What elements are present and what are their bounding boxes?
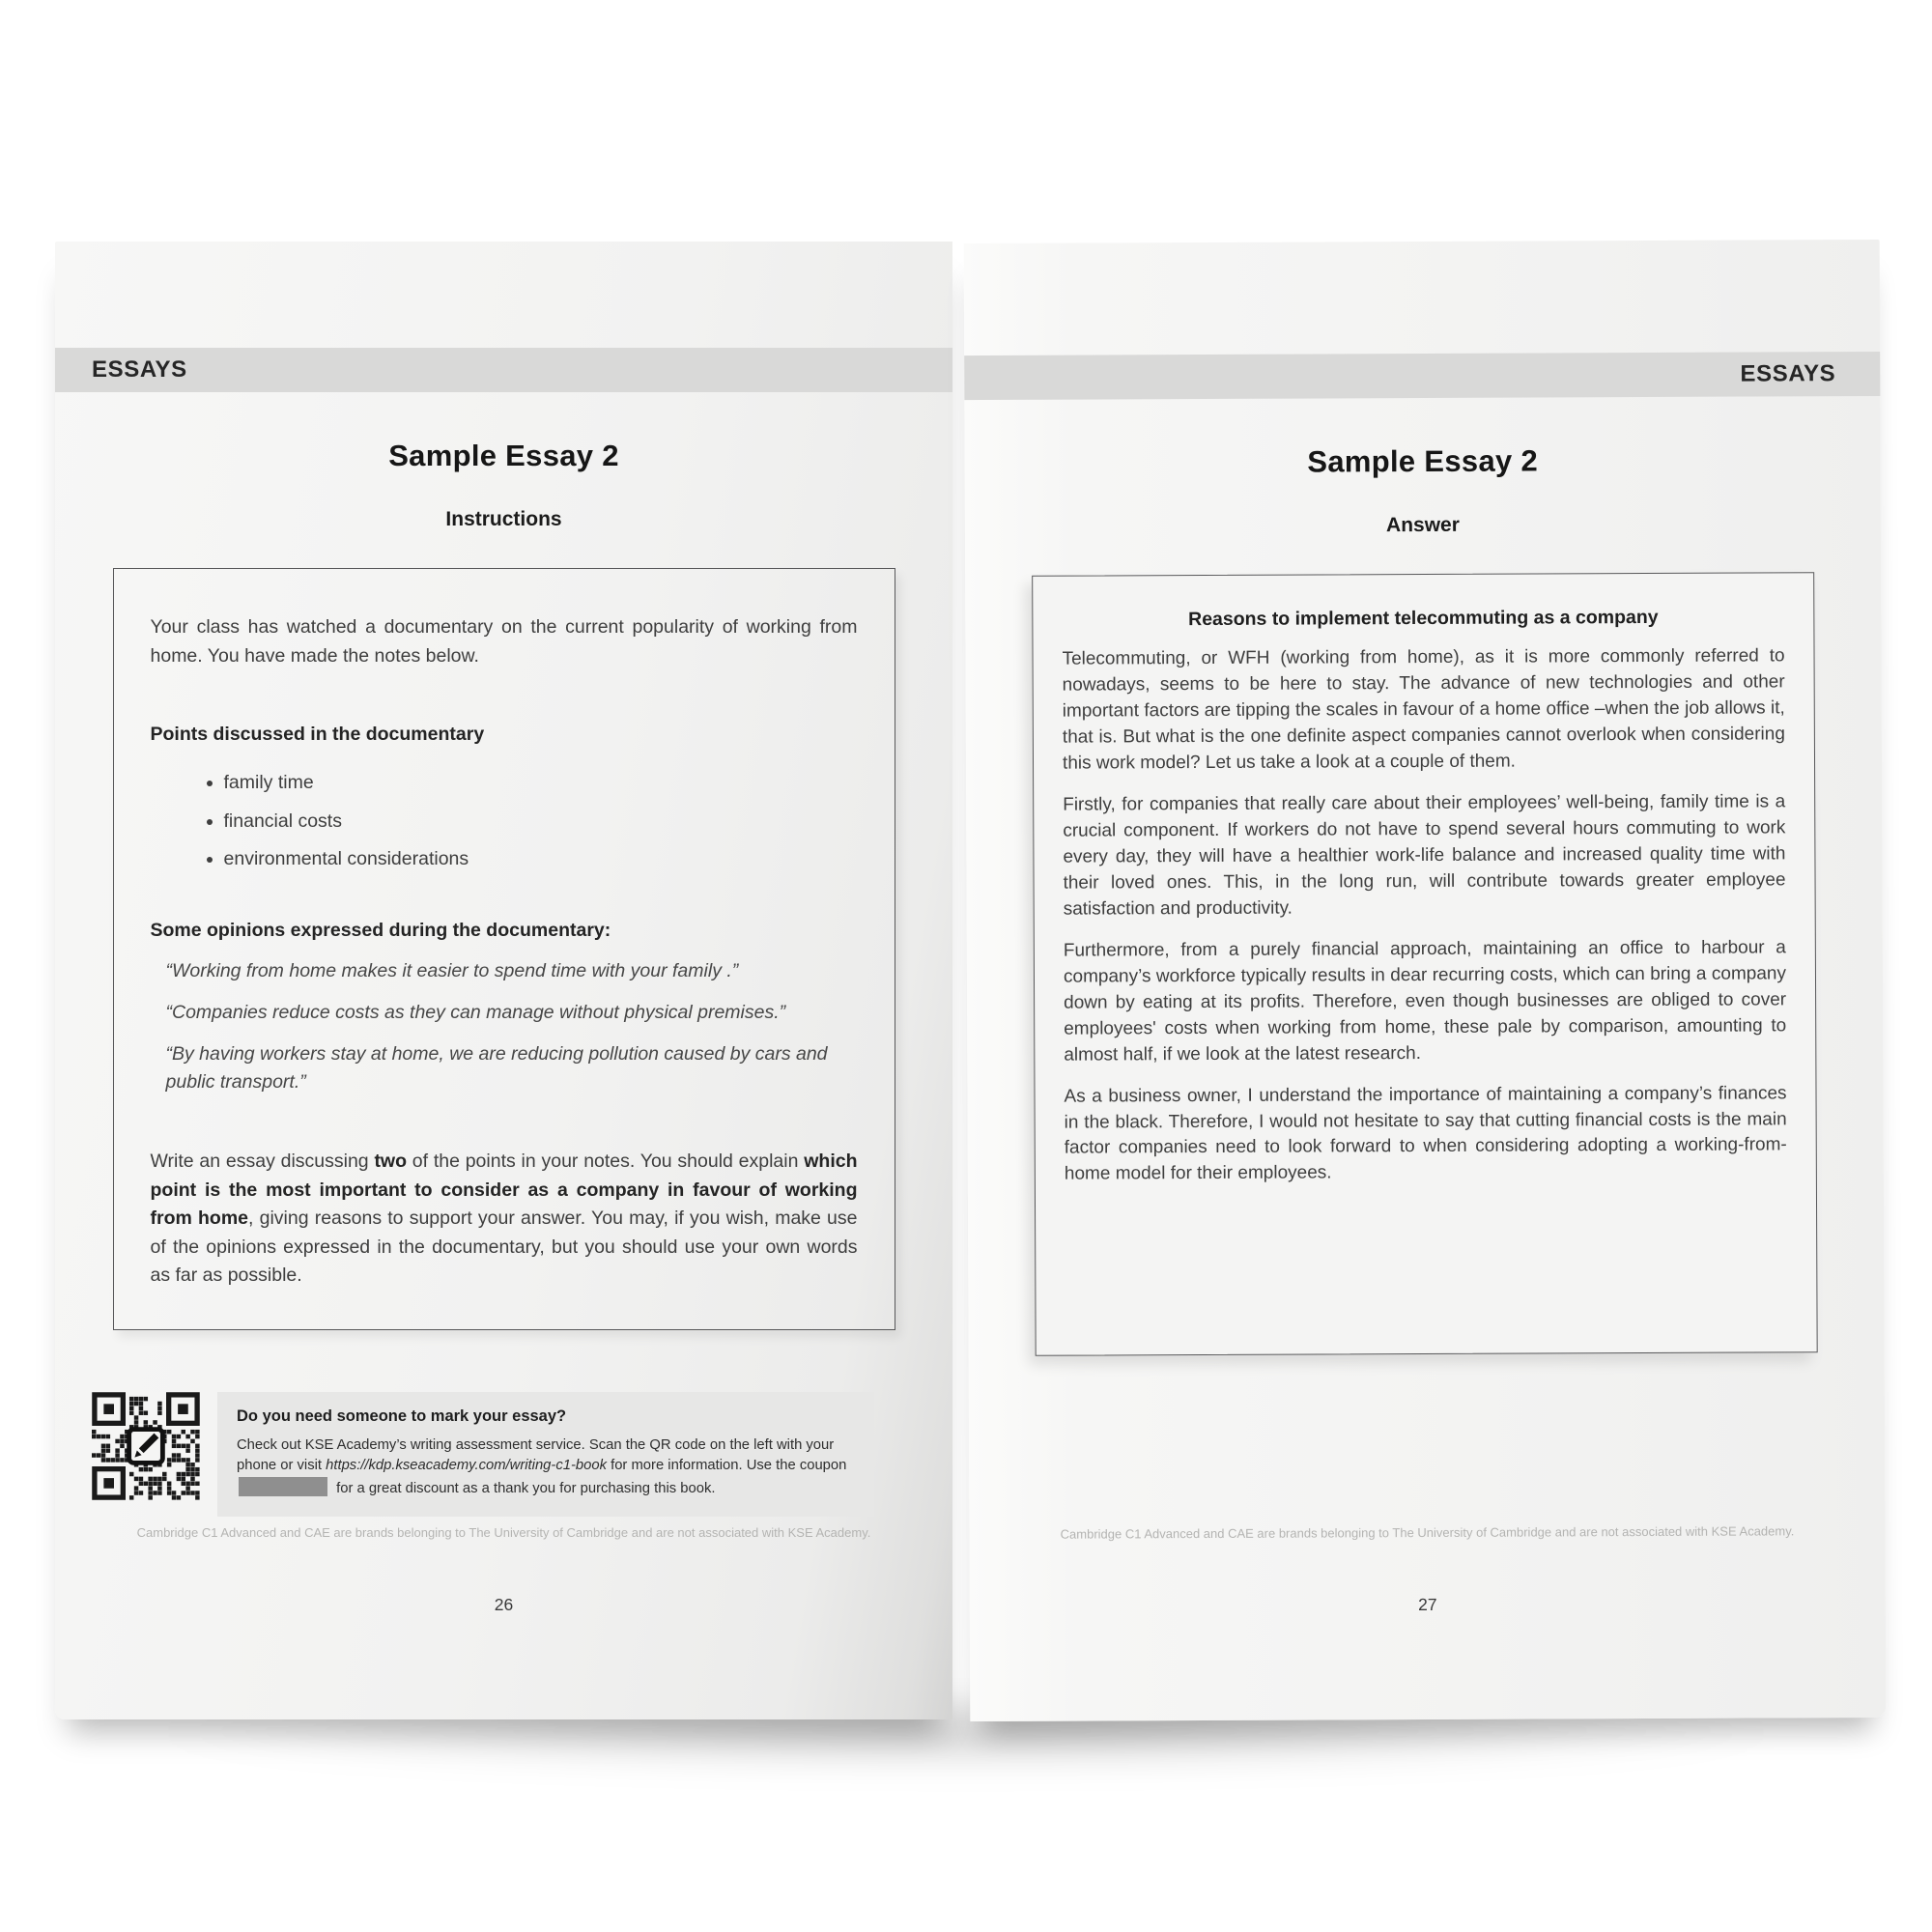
opinion-quote: “By having workers stay at home, we are reducing pollution caused by cars and public transport.” bbox=[165, 1042, 828, 1094]
page-title: Sample Essay 2 bbox=[388, 439, 619, 472]
url-text: https://kdp.kseacademy.com/writing-c1-book bbox=[326, 1458, 607, 1474]
essay-paragraph: As a business owner, I understand the importance of maintaining a company’s finances in the black. Therefore, I would not hesitate to say that cutting financial costs is the main factor companies need to look forward to when considering adopting a working-from-home model for their employees. bbox=[1064, 1082, 1787, 1185]
list-item: • financial costs bbox=[224, 808, 858, 837]
points-list bbox=[151, 769, 858, 874]
task-segment-bold: two bbox=[374, 1150, 408, 1172]
points-heading: Points discussed in the documentary bbox=[150, 724, 485, 746]
essay-paragraph: Telecommuting, or WFH (working from home), as it is more commonly referred to nowadays, seems to be here to stay. The advance of new technologies and other important factors are tipping the scales in favour of a home office –when the job allows it, that is. But what is the one definite aspect companies cannot overlook when considering this work model? Let us take a look at a couple of them. bbox=[1062, 645, 1785, 774]
page-title: Sample Essay 2 bbox=[1307, 443, 1539, 479]
page-left bbox=[55, 242, 952, 1719]
task-segment-bold: which point is the most important to consider as a company in favour of working from home bbox=[150, 1150, 858, 1230]
page-number: 26 bbox=[494, 1595, 514, 1614]
qr-body-segment: for a great discount as a thank you for purchasing this book. bbox=[332, 1480, 716, 1496]
trademark-disclaimer: Cambridge C1 Advanced and CAE are brands belonging to The University of Cambridge and are not associated with KSE Academy. bbox=[1060, 1523, 1795, 1542]
qr-body-segment: for more information. Use the coupon bbox=[606, 1458, 847, 1474]
pencil-icon bbox=[129, 1430, 163, 1463]
intro-paragraph: Your class has watched a documentary on the current popularity of working from home. You have made the notes below. bbox=[150, 616, 858, 667]
task-paragraph bbox=[151, 1148, 858, 1291]
coupon-redacted bbox=[239, 1477, 327, 1496]
essay-paragraph: Furthermore, from a purely financial approach, maintaining an office to harbour a company’s workforce typically results in dear recurring costs, which can bring a company down by eating at its profits. Therefore, even though businesses are obliged to cover employees' costs when working from home, these pale by comparison, amounting to almost half, if we look at the latest research. bbox=[1063, 937, 1787, 1065]
list-item: • environmental considerations bbox=[224, 845, 858, 874]
section-label: ESSAYS bbox=[92, 356, 187, 383]
list-item: • family time bbox=[224, 769, 858, 798]
task-segment: , giving reasons to support your answer. You may, if you wish, make use of the opinions expressed in the documentary, but you should use your own words as far as possible. bbox=[150, 1208, 858, 1287]
qr-panel bbox=[217, 1392, 874, 1517]
qr-body-segment: Check out KSE Academy’s writing assessment service. Scan the QR code on the left with your phone or visit bbox=[237, 1437, 835, 1474]
section-label: ESSAYS bbox=[1740, 360, 1836, 387]
qr-promo-block bbox=[92, 1392, 874, 1517]
essay-title: Reasons to implement telecommuting as a company bbox=[1188, 606, 1659, 631]
trademark-disclaimer: Cambridge C1 Advanced and CAE are brands belonging to The University of Cambridge and are not associated with KSE Academy. bbox=[136, 1525, 871, 1540]
section-band-left bbox=[55, 348, 952, 392]
section-band-right bbox=[964, 352, 1880, 400]
page-subtitle: Instructions bbox=[445, 508, 562, 530]
essay-paragraph: Firstly, for companies that really care about their employees’ well-being, family time is a crucial component. If workers do not have to spend several hours commuting to work every day, they will have a healthier work-life balance and increased quality time with their loved ones. This, in the long run, will contribute towards greater employee satisfaction and productivity. bbox=[1063, 791, 1786, 920]
answer-box bbox=[1032, 572, 1818, 1356]
qr-code-icon bbox=[92, 1392, 200, 1500]
opinion-quote: “Working from home makes it easier to spend time with your family .” bbox=[165, 960, 739, 982]
page-subtitle: Answer bbox=[1385, 513, 1460, 537]
task-segment: Write an essay discussing bbox=[150, 1150, 375, 1172]
page-right bbox=[964, 240, 1887, 1721]
instructions-box bbox=[113, 568, 895, 1330]
qr-panel-body bbox=[237, 1435, 855, 1499]
opinions-heading: Some opinions expressed during the documentary: bbox=[150, 919, 611, 941]
opinion-quote: “Companies reduce costs as they can manage without physical premises.” bbox=[165, 1002, 786, 1023]
page-number: 27 bbox=[1418, 1594, 1437, 1615]
task-segment: of the points in your notes. You should explain bbox=[407, 1150, 805, 1172]
qr-panel-title: Do you need someone to mark your essay? bbox=[237, 1407, 567, 1425]
